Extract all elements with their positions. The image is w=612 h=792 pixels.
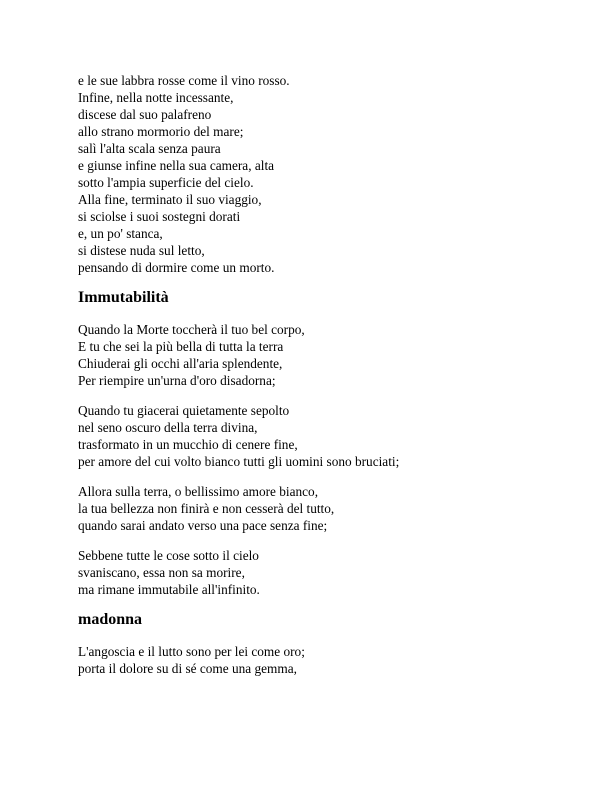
verse-line: Sebbene tutte le cose sotto il cielo xyxy=(78,548,259,563)
verse-line: Quando tu giacerai quietamente sepolto xyxy=(78,403,290,418)
verse-line: si sciolse i suoi sostegni dorati xyxy=(78,209,241,224)
verse-line: si distese nuda sul letto, xyxy=(78,243,205,258)
poem-title-immutabilita: Immutabilità xyxy=(78,289,169,306)
verse-line: per amore del cui volto bianco tutti gli uomini sono bruciati; xyxy=(78,454,400,469)
poem-stanza xyxy=(78,402,578,470)
poem-title-madonna: madonna xyxy=(78,611,143,628)
verse-line: e giunse infine nella sua camera, alta xyxy=(78,158,275,173)
poem-stanza xyxy=(78,643,578,677)
verse-line: nel seno oscuro della terra divina, xyxy=(78,420,258,435)
verse-line: la tua bellezza non finirà e non cesserà del tutto, xyxy=(78,501,335,516)
poem-continuation-stanza xyxy=(78,72,578,276)
verse-line: svaniscano, essa non sa morire, xyxy=(78,565,245,580)
poem-stanza xyxy=(78,483,578,534)
verse-line: pensando di dormire come un morto. xyxy=(78,260,275,275)
verse-line: trasformato in un mucchio di cenere fine, xyxy=(78,437,298,452)
verse-line: e, un po' stanca, xyxy=(78,226,163,241)
verse-line: allo strano mormorio del mare; xyxy=(78,124,244,139)
verse-line: ma rimane immutabile all'infinito. xyxy=(78,582,260,597)
verse-line: Chiuderai gli occhi all'aria splendente, xyxy=(78,356,283,371)
verse-line: sotto l'ampia superficie del cielo. xyxy=(78,175,254,190)
verse-line: Quando la Morte toccherà il tuo bel corpo, xyxy=(78,322,305,337)
verse-line: quando sarai andato verso una pace senza fine; xyxy=(78,518,328,533)
verse-line: Alla fine, terminato il suo viaggio, xyxy=(78,192,262,207)
verse-line: L'angoscia e il lutto sono per lei come oro; xyxy=(78,644,305,659)
poem-stanza xyxy=(78,547,578,598)
verse-line: discese dal suo palafreno xyxy=(78,107,212,122)
verse-line: porta il dolore su di sé come una gemma, xyxy=(78,661,297,676)
verse-line: Per riempire un'urna d'oro disadorna; xyxy=(78,373,276,388)
verse-line: Infine, nella notte incessante, xyxy=(78,90,234,105)
verse-line: E tu che sei la più bella di tutta la terra xyxy=(78,339,284,354)
verse-line: e le sue labbra rosse come il vino rosso. xyxy=(78,73,290,88)
verse-line: salì l'alta scala senza paura xyxy=(78,141,221,156)
page-content xyxy=(78,72,578,677)
poem-stanza xyxy=(78,321,578,389)
verse-line: Allora sulla terra, o bellissimo amore bianco, xyxy=(78,484,319,499)
